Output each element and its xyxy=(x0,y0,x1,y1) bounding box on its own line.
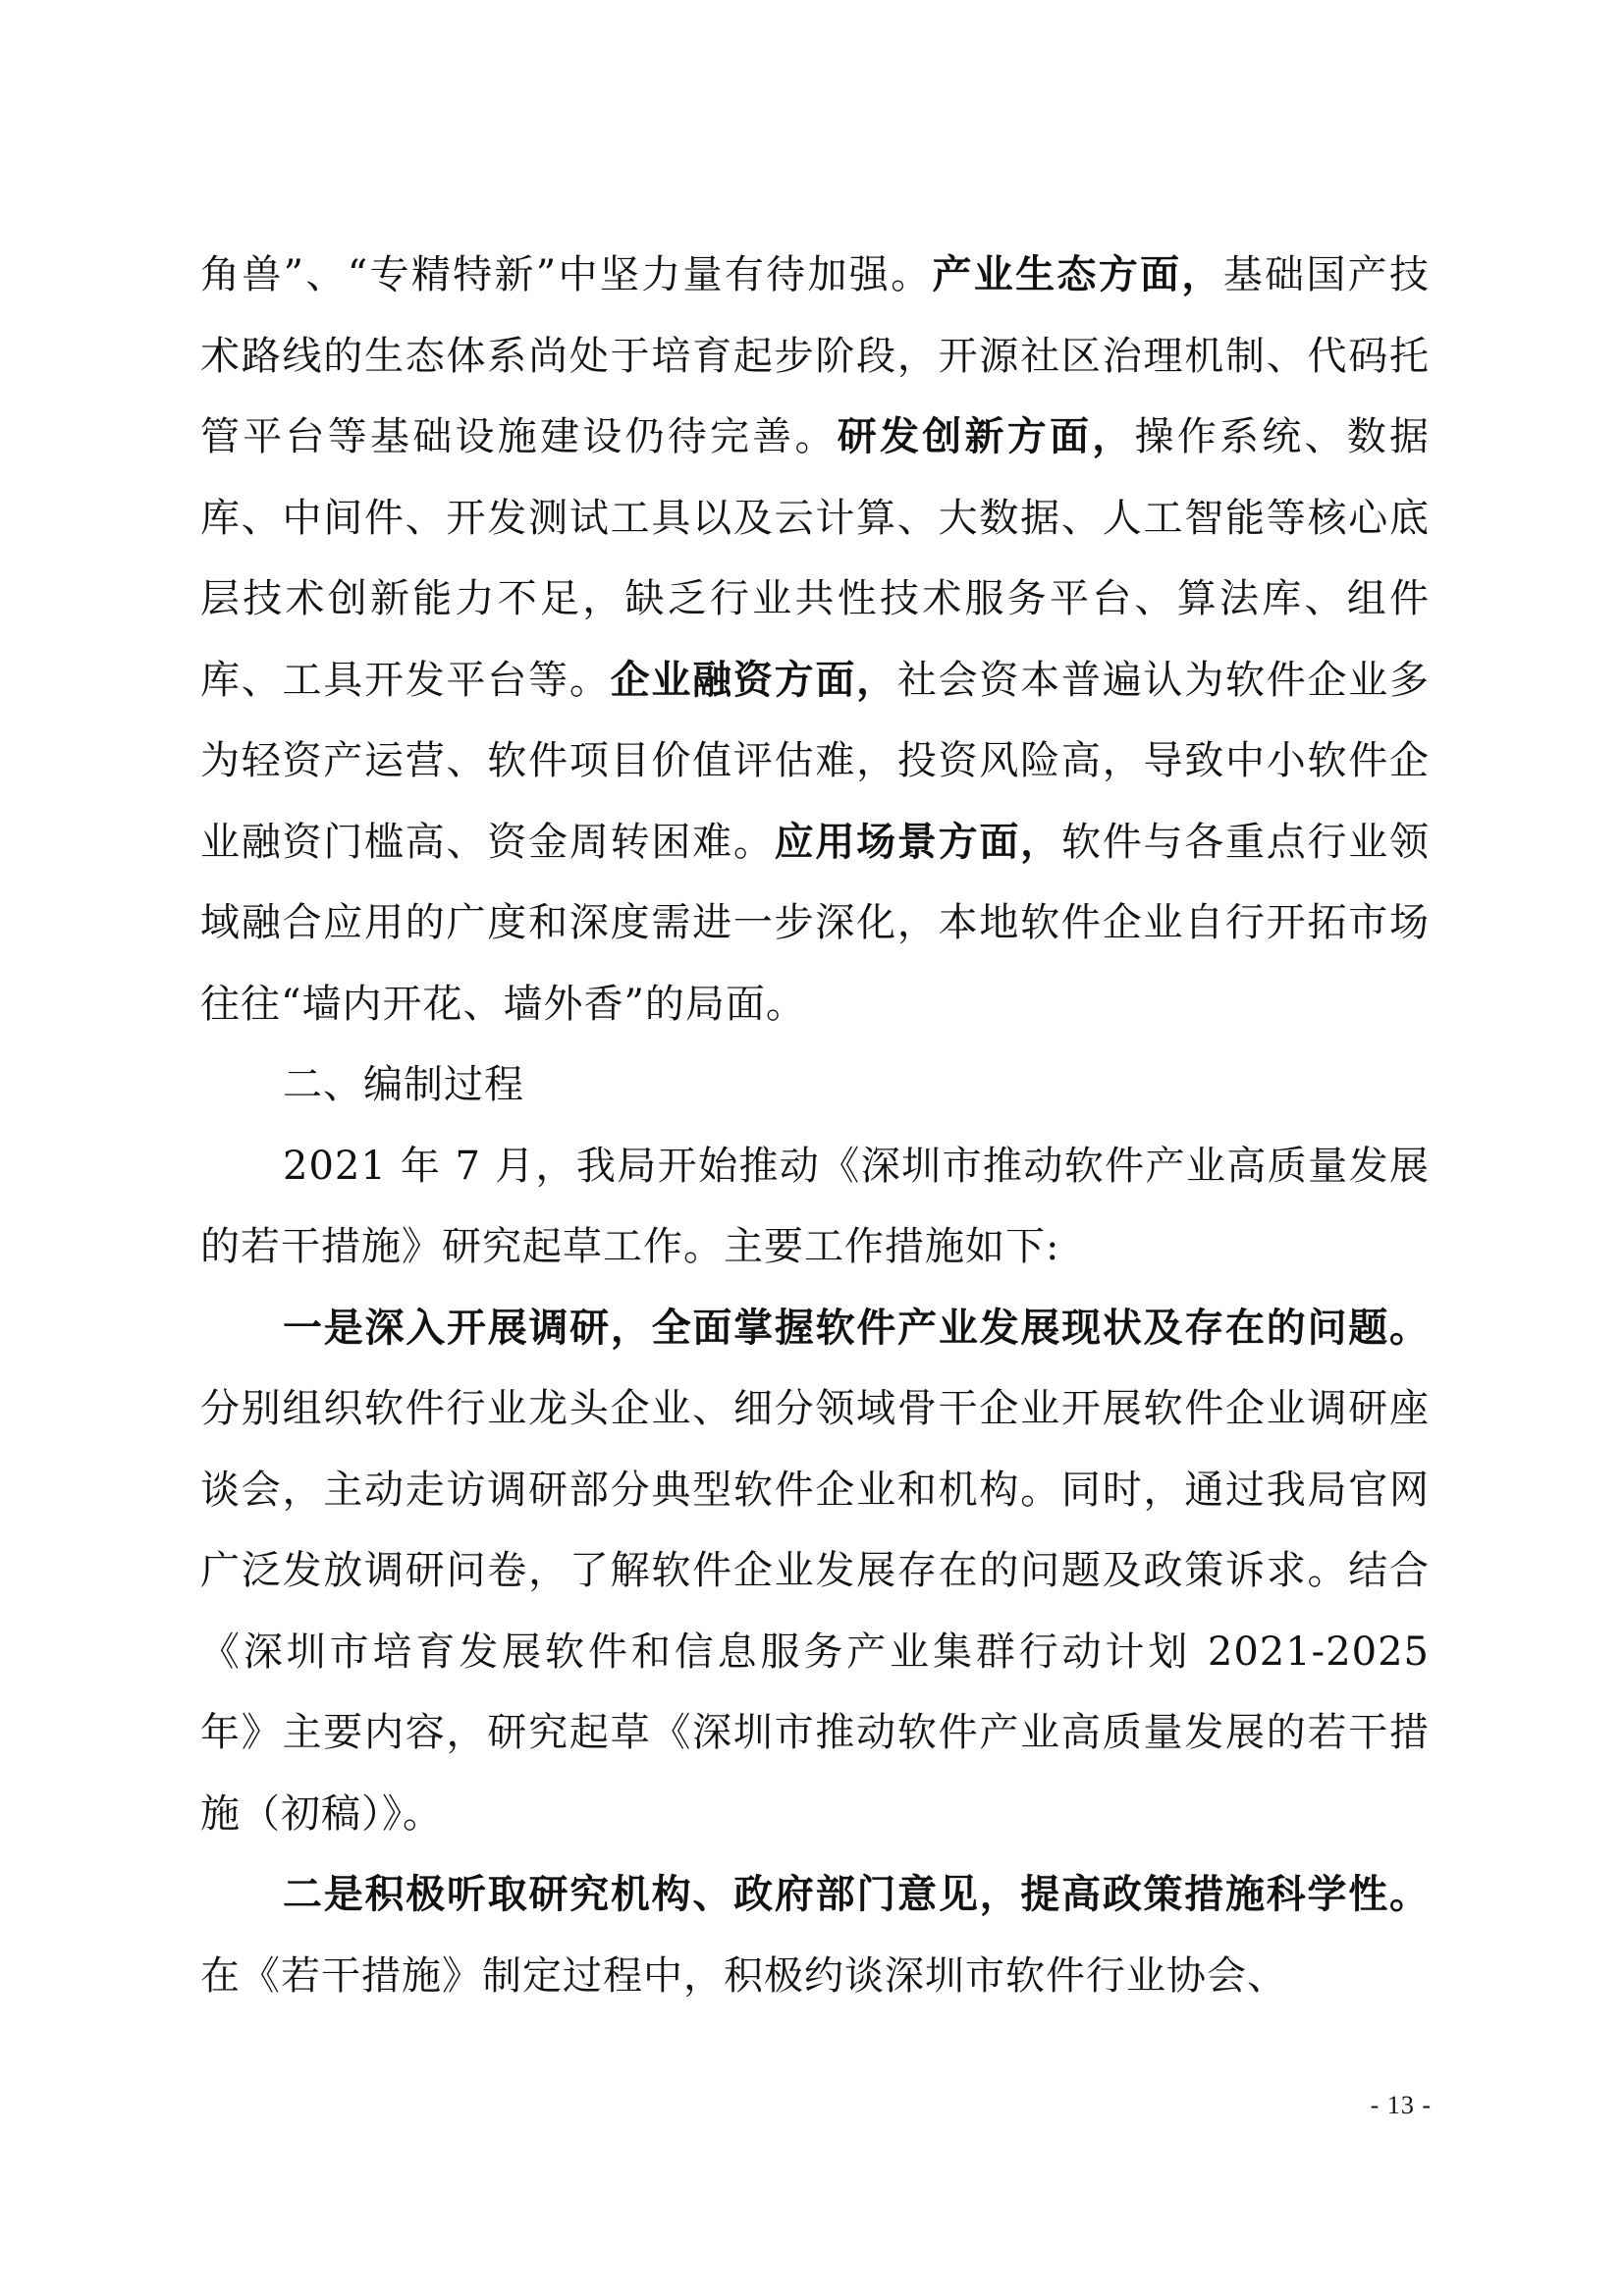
paragraph-industry-issues xyxy=(200,235,1430,1044)
paragraph-drafting-start: 2021 年 7 月，我局开始推动《深圳市推动软件产业高质量发展的若干措施》研究起草工作。主要工作措施如下: xyxy=(200,1143,1430,1269)
bold-phrase-rd-innovation: 研发创新方面， xyxy=(837,413,1135,459)
text-span: 软件与各重点行业领域融合应用的广度和深度需进一步深化，本地软件企业自行开拓市场往往“墙内开花、墙外香”的局面。 xyxy=(200,819,1431,1027)
bold-phrase-application-scenarios: 应用场景方面， xyxy=(774,818,1061,865)
bold-phrase-industry-ecology: 产业生态方面， xyxy=(932,251,1223,297)
text-span: 社会资本普遍认为软件企业多为轻资产运营、软件项目价值评估难，投资风险高，导致中小软件企业融资门槛高、资金周转困难。 xyxy=(200,657,1431,865)
page-number: - 13 - xyxy=(1370,2091,1432,2119)
text-span: 分别组织软件行业龙头企业、细分领域骨干企业开展软件企业调研座谈会，主动走访调研部分典型软件企业和机构。同时，通过我局官网广泛发放调研问卷，了解软件企业发展存在的问题及政策诉求。结合《深圳市培育发展软件和信息服务产业集群行动计划 2021-2025 年》主要内容，研究起草《深圳市推动软件产业高质量发展的若干措施（初稿）》。 xyxy=(200,1386,1430,1837)
document-body xyxy=(200,235,1430,2016)
section-heading: 二、编制过程 xyxy=(283,1062,524,1107)
text-span: 角兽”、“专精特新”中坚力量有待加强。 xyxy=(200,252,933,297)
paragraph-consultation xyxy=(200,1854,1430,2016)
bold-phrase-measure-two: 二是积极听取研究机构、政府部门意见，提高政策措施科学性。 xyxy=(283,1871,1430,1917)
paragraph-research xyxy=(200,1288,1430,1855)
text-span: 基础国产技术路线的生态体系尚处于培育起步阶段，开源社区治理机制、代码托管平台等基础设施建设仍待完善。 xyxy=(200,252,1430,459)
bold-phrase-measure-one: 一是深入开展调研，全面掌握软件产业发展现状及存在的问题。 xyxy=(283,1304,1430,1351)
bold-phrase-enterprise-financing: 企业融资方面， xyxy=(610,656,897,703)
text-span: 在《若干措施》制定过程中，积极约谈深圳市软件行业协会、 xyxy=(200,1952,1287,1999)
text-span: 操作系统、数据库、中间件、开发测试工具以及云计算、大数据、人工智能等核心底层技术创新能力不足，缺乏行业共性技术服务平台、算法库、组件库、工具开发平台等。 xyxy=(200,414,1430,703)
